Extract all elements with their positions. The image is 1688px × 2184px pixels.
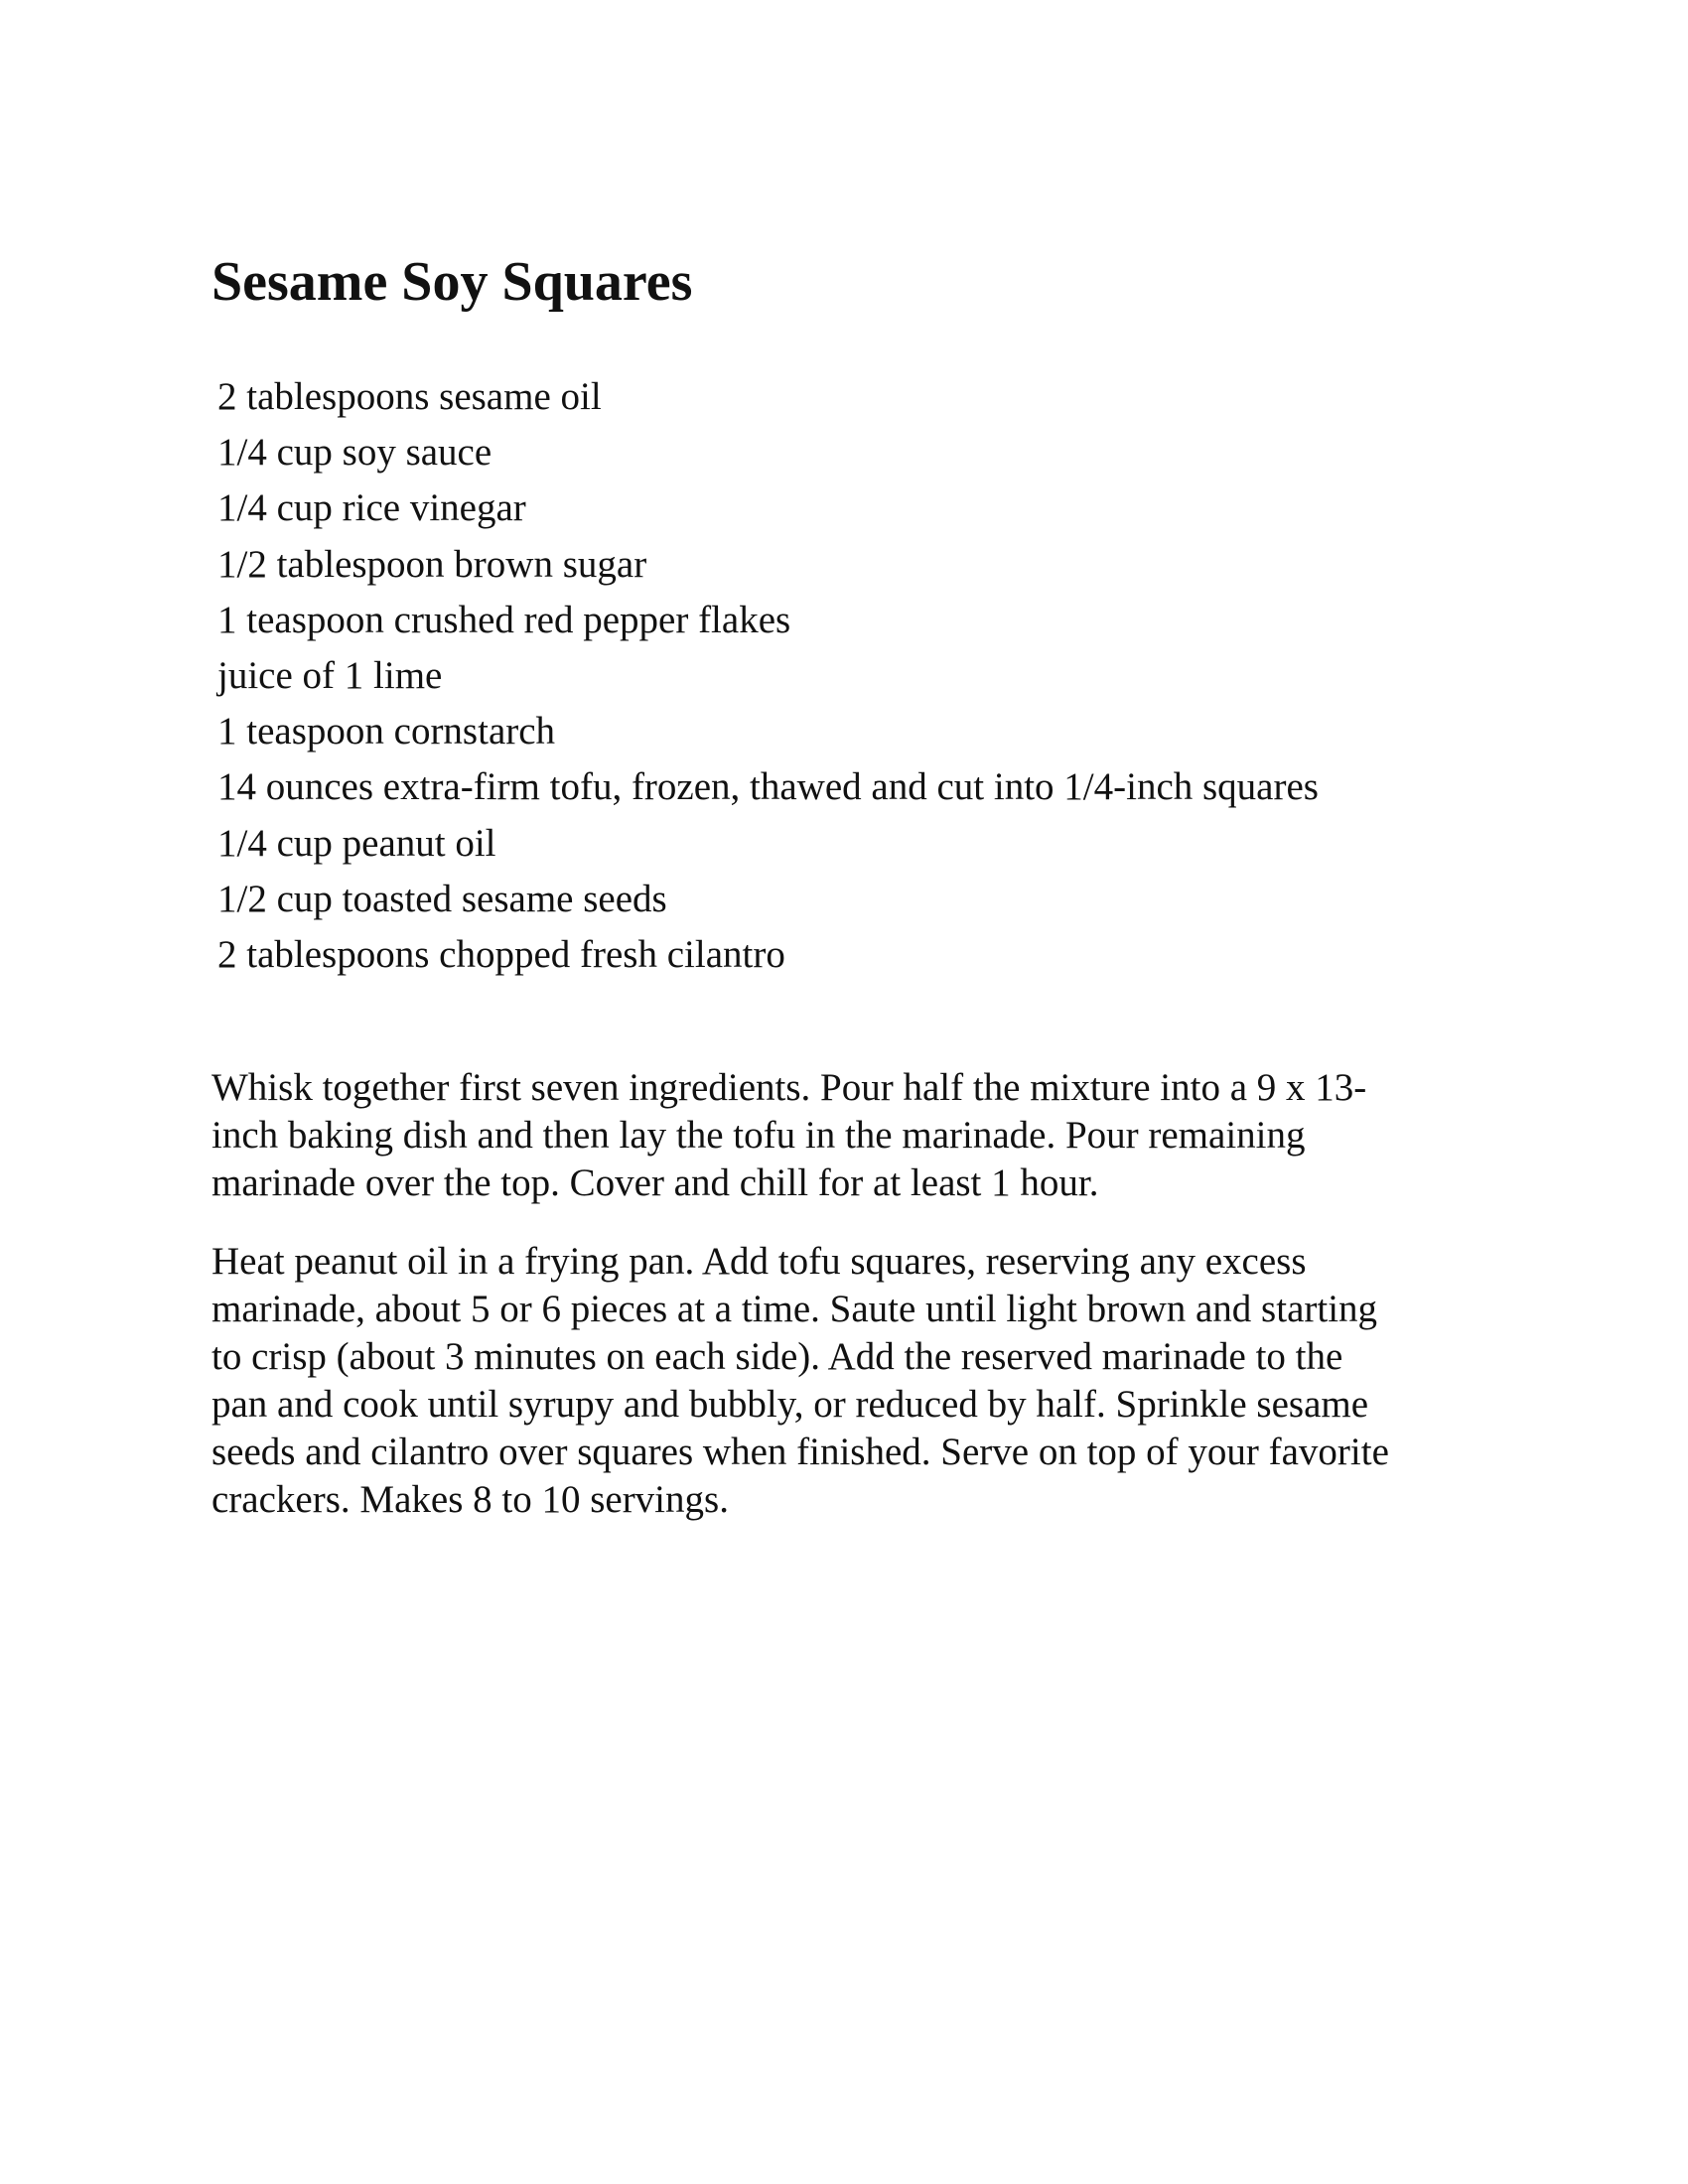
instruction-line: Whisk together first seven ingredients. Pour half the mixture into a 9 x 13- [211, 1066, 1367, 1109]
ingredient-item: 1/2 cup toasted sesame seeds [217, 877, 667, 920]
ingredient-item: 1 teaspoon cornstarch [217, 710, 556, 753]
ingredient-item: 1/4 cup soy sauce [217, 431, 492, 475]
instruction-line: Heat peanut oil in a frying pan. Add tofu squares, reserving any excess [211, 1240, 1307, 1283]
instruction-line: marinade, about 5 or 6 pieces at a time. Saute until light brown and starting [211, 1288, 1378, 1330]
ingredient-item: 1 teaspoon crushed red pepper flakes [217, 598, 791, 641]
instruction-line: crackers. Makes 8 to 10 servings. [211, 1478, 729, 1521]
ingredient-list [217, 369, 1319, 983]
ingredient-item: 2 tablespoons chopped fresh cilantro [217, 932, 785, 976]
instruction-line: pan and cook until syrupy and bubbly, or reduced by half. Sprinkle sesame [211, 1383, 1369, 1426]
ingredient-item: 1/2 tablespoon brown sugar [217, 542, 647, 586]
instruction-line: inch baking dish and then lay the tofu in the marinade. Pour remaining [211, 1114, 1306, 1157]
instructions [211, 1064, 1502, 1555]
ingredient-item: 1/4 cup peanut oil [217, 821, 496, 865]
ingredient-item: 1/4 cup rice vinegar [217, 486, 526, 530]
ingredient-item: 14 ounces extra-firm tofu, frozen, thawed and cut into 1/4-inch squares [217, 765, 1319, 809]
instruction-line: seeds and cilantro over squares when finished. Serve on top of your favorite [211, 1431, 1389, 1473]
instruction-paragraph-marinate [211, 1064, 1502, 1207]
ingredient-item: 2 tablespoons sesame oil [217, 375, 602, 418]
recipe-title: Sesame Soy Squares [211, 251, 693, 313]
instruction-line: marinade over the top. Cover and chill for at least 1 hour. [211, 1161, 1099, 1204]
instruction-line: to crisp (about 3 minutes on each side). Add the reserved marinade to the [211, 1335, 1343, 1378]
ingredient-item: juice of 1 lime [217, 653, 443, 697]
instruction-paragraph-cook [211, 1238, 1502, 1524]
